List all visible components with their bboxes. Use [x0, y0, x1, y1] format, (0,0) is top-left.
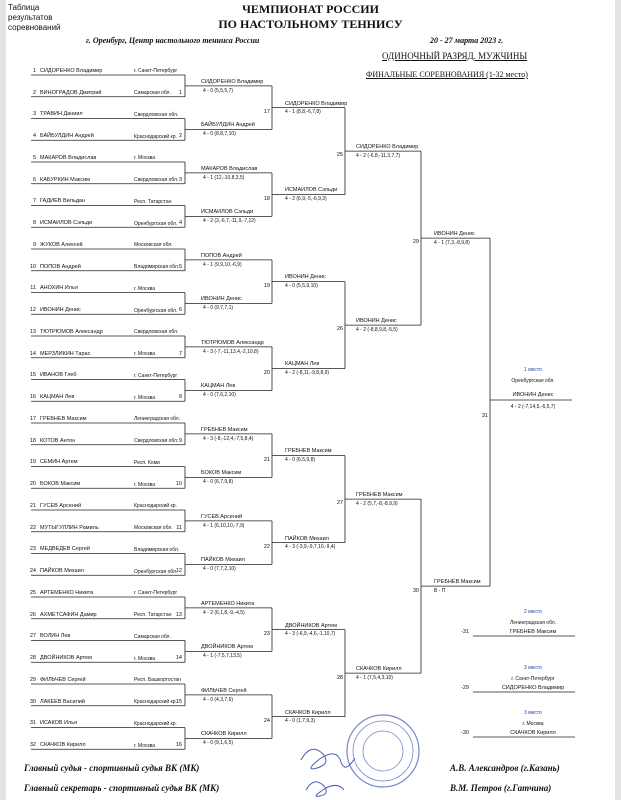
match-score: 4 - 1 (6,10,10,-7,9)	[203, 522, 245, 529]
player-name: ПОПОВ Андрей	[40, 263, 81, 270]
place-region: г. Москва	[522, 720, 544, 727]
match-winner: КАЦМАН Лев	[285, 361, 320, 368]
match-winner: СИДОРЕНКО Владимир	[356, 143, 419, 150]
match-score: 4 - 2 (-6,8,-11,3,7,7)	[356, 152, 401, 159]
footer-judge-label: Главный судья - спортивный судья ВК (МК)	[24, 763, 200, 773]
player-name: МЕРЗЛИКИН Тарас	[40, 350, 91, 357]
place-name: ГРЕБНЕВ Максим	[509, 628, 557, 635]
player-region: Самарская обл.	[134, 90, 171, 96]
player-region: Краснодарский кр.	[134, 699, 177, 705]
corner-label-3: соревнований	[8, 23, 61, 32]
seed-number: 24	[29, 568, 36, 575]
player-name: ИВОНИН Денис	[40, 307, 81, 314]
player-region: Свердловская обл.	[134, 438, 179, 444]
official-stamp	[347, 715, 419, 787]
seed-number: 32	[29, 742, 36, 749]
player-name: ИСМАИЛОВ Сэльди	[40, 220, 93, 227]
player-name: МЕДВЕДЕВ Сергей	[40, 546, 91, 553]
place-label: 3 место	[524, 709, 542, 716]
match-number: 21	[263, 456, 270, 463]
match-winner: ИВОНИН Денис	[201, 296, 242, 303]
place-region: г. Санкт-Петербург	[511, 675, 555, 682]
page-title: ЧЕМПИОНАТ РОССИИ	[242, 2, 379, 16]
match-number: 30	[412, 587, 419, 594]
place-name: ИВОНИН Денис	[512, 392, 554, 399]
match-score: 4 - 3 (-3,9,-9,7,10,-9,4)	[285, 544, 336, 551]
match-winner: ГРЕБНЕВ Максим	[356, 491, 403, 498]
match-winner: СИДОРЕНКО Владимир	[201, 78, 264, 85]
match-number: 18	[263, 195, 270, 202]
match-winner: СКАЧКОВ Кирилл	[285, 709, 331, 716]
place-name: СИДОРЕНКО Владимир	[501, 684, 565, 691]
player-name: БАЙБУЛДИН Андрей	[40, 133, 94, 140]
match-winner: БАЙБУЛДИН Андрей	[201, 122, 255, 129]
seed-number: 26	[29, 611, 36, 618]
player-region: Оренбургская обл.	[134, 220, 178, 227]
match-score: 4 - 3 (-6,9,-4,6,-1,10,7)	[285, 631, 336, 638]
event-stage: ФИНАЛЬНЫЕ СОРЕВНОВАНИЯ (1-32 место)	[366, 70, 528, 79]
match-winner: ГРЕБНЕВ Максим	[285, 448, 332, 455]
match-winner: ДВОЙНИКОВ Артем	[285, 622, 337, 629]
seed-number: 2	[32, 89, 36, 96]
player-region: г. Москва	[134, 481, 156, 488]
seed-number: 13	[29, 328, 36, 335]
player-region: Респ. Татарстан	[134, 612, 172, 618]
seed-number: 25	[29, 589, 36, 596]
player-region: Московская обл.	[134, 525, 173, 531]
seed-number: 21	[29, 502, 36, 509]
match-score: 4 - 0 (5,5,9,10)	[285, 283, 318, 290]
match-score: 4 - 3 (-8,-12,4,-7,5,8,4)	[203, 435, 254, 442]
corner-label-1: Таблица	[8, 3, 40, 12]
match-winner: ГУСЕВ Арсений	[201, 513, 243, 520]
player-name: ФИЛЬЧЕВ Сергей	[40, 676, 86, 683]
player-name: ВОЛИН Лев	[40, 633, 71, 640]
match-number: 2	[178, 133, 182, 140]
match-score: 4 - 0 (1,7,9,3)	[285, 718, 316, 725]
match-score: 4 - 0 (7,7,2,10)	[203, 566, 236, 573]
match-winner: СКАЧКОВ Кирилл	[201, 731, 247, 738]
player-name: ИСАКОВ Илья	[40, 720, 78, 727]
player-name: ТРАВИН Даниил	[40, 111, 83, 118]
player-region: Респ. Коми	[134, 459, 160, 466]
match-number: 20	[263, 369, 270, 376]
seed-number: 28	[29, 655, 36, 662]
match-score: 4 - 1 (7,5,4,3,10)	[356, 674, 393, 681]
match-number: 5	[178, 263, 182, 270]
place-score: 4 - 2 (-7,14,5,-6,5,7)	[510, 403, 556, 410]
match-winner: КАЦМАН Лев	[201, 383, 236, 390]
player-region: г. Санкт-Петербург	[134, 590, 178, 597]
player-region: Респ. Татарстан	[134, 198, 172, 205]
match-winner: ИВОНИН Денис	[434, 230, 475, 237]
match-number: 16	[175, 742, 182, 749]
match-number: 27	[336, 500, 343, 507]
match-winner: ИВОНИН Денис	[285, 274, 326, 281]
player-name: ГРЕБНЕВ Максим	[40, 415, 87, 422]
player-region: Оренбургская обл.	[134, 568, 178, 575]
footer-judge-name: А.В. Александров (г.Казань)	[450, 763, 560, 773]
player-name: ЖУКОВ Алексей	[40, 241, 83, 248]
seed-number: 4	[32, 133, 36, 140]
player-name: СИДОРЕНКО Владимир	[40, 67, 103, 74]
player-name: БОКОВ Максим	[40, 481, 81, 488]
player-region: г. Санкт-Петербург	[134, 372, 178, 379]
player-name: ЛАКЕЕВ Василий	[40, 698, 85, 705]
seed-number: 6	[32, 176, 36, 183]
match-winner: СКАЧКОВ Кирилл	[356, 666, 402, 672]
match-number: 15	[175, 698, 182, 705]
seed-number: 22	[29, 524, 36, 531]
player-name: АХМЕТСАФИН Дамир	[40, 611, 97, 618]
seed-number: 10	[29, 263, 36, 270]
match-score: 4 - 0 (6,5,9,8)	[285, 457, 316, 464]
player-name: ТЮТРЮМОВ Александр	[40, 328, 103, 335]
match-winner: МАКАРОВ Владислав	[201, 165, 258, 172]
player-name: ГУСЕВ Арсений	[40, 502, 82, 509]
match-score: 4 - 0 (9,7,7,1)	[203, 305, 234, 312]
match-number: 1	[178, 89, 182, 96]
match-winner: ФИЛЬЧЕВ Сергей	[201, 687, 247, 694]
match-number: 28	[336, 674, 343, 681]
match-score: 4 - 2 (6,9,-5,-6,9,3)	[285, 196, 327, 203]
event-dates: 20 - 27 марта 2023 г.	[430, 36, 504, 45]
match-number: 11	[176, 524, 182, 531]
match-score: 4 - 0 (4,3,7,6)	[203, 696, 234, 703]
place-name: СКАЧКОВ Кирилл	[510, 729, 556, 736]
seed-number: 30	[29, 698, 36, 705]
place-label: 1 место	[524, 366, 542, 373]
player-name: МАКАРОВ Владислав	[40, 154, 97, 161]
match-winner: ИСМАИЛОВ Сэльди	[285, 187, 338, 194]
match-number: 25	[336, 152, 343, 159]
match-score: 4 - 0 (6,7,9,8)	[203, 479, 234, 486]
match-score: 4 - 1 (9,9,10,-6,9)	[203, 261, 242, 268]
player-region: Краснодарский кр.	[134, 720, 177, 727]
corner-label-2: результатов	[8, 13, 53, 22]
player-region: Краснодарский кр.	[134, 133, 177, 140]
seed-number: 23	[29, 546, 36, 553]
match-number: 12	[175, 568, 182, 575]
player-region: Краснодарский кр.	[134, 503, 177, 510]
match-score: 4 - 2 (-8,11,-9,8,8,9)	[285, 370, 330, 377]
place-region: Оренбургская обл.	[511, 377, 555, 384]
player-region: Свердловская обл.	[134, 177, 179, 183]
player-region: Оренбургская обл.	[134, 307, 178, 314]
match-winner: СИДОРЕНКО Владимир	[285, 100, 348, 107]
seed-number: 16	[29, 394, 36, 401]
match-winner: АРТЕМЕНКО Никита	[201, 600, 255, 607]
match-score: В - П	[434, 587, 446, 594]
match-number: 6	[178, 307, 182, 314]
match-number: 23	[263, 631, 270, 637]
seed-number: 19	[29, 459, 36, 466]
player-name: КАБУРКИН Максим	[40, 176, 90, 183]
place-ref: -31	[461, 628, 469, 635]
match-winner: ИВОНИН Денис	[356, 317, 397, 324]
seed-number: 3	[32, 111, 36, 118]
page-subtitle: ПО НАСТОЛЬНОМУ ТЕННИСУ	[218, 17, 403, 31]
event-category: ОДИНОЧНЫЙ РАЗРЯД. МУЖЧИНЫ	[382, 51, 528, 61]
player-region: Свердловская обл.	[134, 329, 179, 336]
match-number: 3	[178, 176, 182, 183]
match-number: 17	[263, 109, 270, 115]
match-number: 26	[336, 326, 343, 333]
seed-number: 7	[32, 198, 36, 205]
place-ref: -29	[461, 684, 469, 691]
match-winner: ПАЙКОВ Михаил	[285, 535, 329, 542]
match-score: 4 - 3 (-7,-11,13,4,-2,10,8)	[203, 348, 259, 355]
match-number: 13	[175, 611, 182, 618]
match-number: 8	[178, 394, 182, 401]
seed-number: 27	[29, 633, 36, 640]
player-region: г. Москва	[134, 351, 156, 357]
seed-number: 9	[32, 241, 36, 248]
match-score: 4 - 0 (8,8,7,10)	[203, 131, 236, 138]
seed-number: 5	[32, 154, 36, 161]
match-score: 4 - 2 (5,7,-8,-8,9,9)	[356, 500, 398, 507]
match-number: 9	[178, 437, 182, 444]
match-score: 4 - 1 (-7,5,7,13,5)	[203, 653, 242, 660]
match-score: 4 - 0 (5,5,5,7)	[203, 87, 234, 94]
match-number: 4	[178, 220, 182, 227]
player-name: ВИНОГРАДОВ Дмитрий	[40, 89, 102, 96]
event-location: г. Оренбург, Центр настольного тенниса России	[86, 36, 260, 45]
player-name: МУТЫГУЛЛИН Рамиль	[40, 524, 99, 531]
player-name: СКАЧКОВ Кирилл	[40, 742, 86, 749]
seed-number: 18	[29, 437, 36, 444]
match-number: 19	[263, 282, 270, 289]
match-winner: ПОПОВ Андрей	[201, 252, 242, 259]
footer-secretary-label: Главный секретарь - спортивный судья ВК (МК)	[24, 783, 220, 793]
match-winner: ДВОЙНИКОВ Артем	[201, 644, 253, 651]
player-name: АНОХИН Илья	[40, 285, 78, 292]
player-region: Владимирская обл.	[134, 264, 180, 270]
match-score: 4 - 1 (12,-10,8,3,5)	[203, 174, 245, 181]
place-ref: -30	[461, 729, 469, 736]
place-label: 3 место	[524, 664, 542, 671]
seed-number: 14	[29, 350, 36, 357]
player-region: Самарская обл.	[134, 633, 171, 640]
seed-number: 20	[29, 481, 36, 488]
player-region: г. Москва	[134, 285, 156, 292]
player-name: ДВОЙНИКОВ Артем	[40, 655, 92, 662]
match-winner: ИСМАИЛОВ Сэльди	[201, 209, 254, 216]
match-score: 4 - 2 (3,-6,7,-11,9,-7,12)	[203, 218, 256, 225]
player-name: ИВАНОВ Глеб	[40, 372, 77, 379]
match-number: 22	[263, 544, 270, 550]
match-winner: ПАЙКОВ Михаил	[201, 557, 245, 564]
player-region: г. Санкт-Петербург	[134, 68, 178, 75]
match-number: 24	[263, 718, 270, 724]
player-name: АРТЕМЕНКО Никита	[40, 589, 94, 596]
match-winner: ТЮТРЮМОВ Александр	[201, 339, 264, 346]
match-score: 4 - 0 (9,1,6,5)	[203, 740, 234, 747]
player-name: СЕМИН Артем	[40, 459, 78, 466]
player-region: Респ. Башкортостан	[134, 677, 181, 684]
match-number: 29	[412, 239, 419, 246]
seed-number: 12	[29, 307, 36, 314]
place-label: 2 место	[524, 608, 542, 615]
seed-number: 8	[32, 220, 36, 227]
match-score: 4 - 1 (8,8,-6,7,8)	[285, 109, 321, 116]
player-region: г. Москва	[134, 655, 156, 662]
player-name: ПАЙКОВ Михаил	[40, 568, 84, 575]
match-number: 31	[481, 413, 488, 420]
player-name: КАЦМАН Лев	[40, 394, 75, 401]
footer-secretary-name: В.М. Петров (г.Гатчина)	[450, 783, 552, 793]
player-region: г. Москва	[134, 394, 156, 401]
player-region: г. Москва	[134, 742, 156, 749]
player-region: Ленинградская обл.	[134, 416, 181, 423]
match-score: 4 - 0 (7,6,2,10)	[203, 392, 236, 399]
match-score: 4 - 2 (6,1,8,-9,-4,5)	[203, 609, 245, 616]
match-winner: ГРЕБНЕВ Максим	[434, 579, 481, 585]
secretary-signature	[306, 782, 344, 797]
match-number: 14	[175, 655, 182, 662]
seed-number: 29	[29, 676, 36, 683]
match-score: 4 - 1 (7,3,-8,9,8)	[434, 239, 470, 246]
match-winner: ГРЕБНЕВ Максим	[201, 426, 248, 433]
place-region: Ленинградская обл.	[509, 619, 557, 626]
match-number: 10	[175, 481, 182, 488]
player-region: г. Москва	[134, 155, 156, 162]
match-number: 7	[178, 350, 182, 357]
player-region: Свердловская обл.	[134, 111, 179, 118]
player-region: Владимирская обл.	[134, 546, 180, 553]
seed-number: 31	[29, 720, 36, 727]
seed-number: 17	[29, 415, 36, 422]
seed-number: 15	[29, 372, 36, 379]
player-name: ГАДИЕВ Вильдан	[40, 198, 86, 205]
match-score: 4 - 2 (-8,8,9,8,-5,5)	[356, 326, 398, 333]
seed-number: 11	[30, 285, 36, 292]
player-name: КОТОВ Антон	[40, 437, 76, 444]
seed-number: 1	[32, 67, 36, 74]
results-sheet	[6, 0, 615, 800]
match-winner: БОКОВ Максим	[201, 470, 242, 477]
player-region: Московская обл.	[134, 242, 173, 249]
